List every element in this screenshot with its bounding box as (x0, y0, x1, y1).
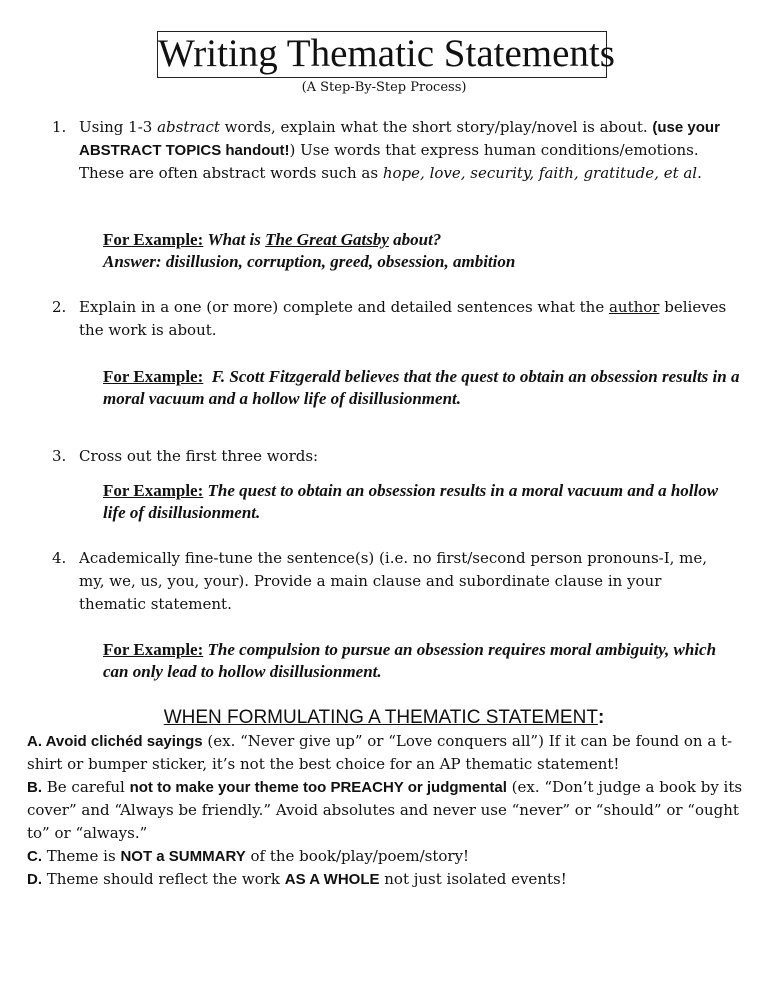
step-number: 2. (52, 298, 67, 316)
example-3 (103, 480, 743, 524)
example-label: For Example: (103, 640, 204, 659)
example-2 (103, 366, 743, 410)
step-text (79, 116, 732, 185)
guideline-c (27, 845, 747, 868)
step-text: Cross out the first three words: (79, 447, 319, 465)
heading-colon: : (597, 707, 605, 728)
guideline-text: of the book/play/poem/story! (245, 847, 470, 865)
example-text: The quest to obtain an obsession results in a moral vacuum and a hollow life of disillusionment. (103, 481, 719, 522)
guideline-text: (ex. “Don’t judge a book by its cover” and “Always be friendly.” Avoid absolutes and never use “never” or “should” or “ought to” or “always.” (27, 778, 743, 842)
step-text (79, 296, 732, 342)
guideline-label: A. Avoid clichéd sayings (27, 733, 203, 750)
step-text-run: Explain in a one (or more) complete and detailed sentences what the (79, 298, 609, 316)
step-text-run: Using 1-3 (79, 118, 158, 136)
example-text: F. Scott Fitzgerald believes that the quest to obtain an obsession results in a moral vacuum and a hollow life of disillusionment. (103, 367, 740, 408)
step-1 (52, 116, 732, 185)
step-number: 4. (52, 549, 67, 567)
example-label: For Example: (103, 230, 204, 249)
step-text: Academically fine-tune the sentence(s) (i.e. no first/second person pronouns-I, me, my, we, us, you, your). Provide a main clause and subordinate clause in your thematic statement. (79, 549, 708, 613)
step-text-run: believes the work is about. (79, 298, 727, 339)
page-subtitle: (A Step-By-Step Process) (301, 80, 467, 95)
guideline-emphasis: not to make your theme too PREACHY or judgmental (129, 779, 507, 796)
section-heading-text: WHEN FORMULATING A THEMATIC STATEMENT (163, 707, 598, 728)
guideline-label: D. (27, 871, 42, 888)
example-text: What is (207, 230, 266, 249)
guideline-a (27, 730, 747, 776)
guideline-emphasis: NOT a SUMMARY (120, 848, 246, 865)
guideline-text: not just isolated events! (379, 870, 567, 888)
example-4 (103, 639, 743, 683)
step-text-run: . (697, 164, 702, 182)
step-3 (52, 445, 732, 468)
step-2 (52, 296, 732, 342)
step-text-run: words, explain what the short story/play/novel is about. (219, 118, 653, 136)
step-number: 1. (52, 118, 67, 136)
abstract-words-emphasis: hope, love, security, faith, gratitude, et al (382, 164, 698, 182)
book-title: The Great Gatsby (265, 230, 389, 249)
guideline-d (27, 868, 747, 891)
page-title: Writing Thematic Statements (157, 31, 607, 78)
guideline-emphasis: AS A WHOLE (284, 871, 380, 888)
example-text: about? (388, 230, 442, 249)
example-answer: Answer: disillusion, corruption, greed, obsession, ambition (103, 252, 516, 271)
guideline-text: Theme is (42, 847, 121, 865)
step-4 (52, 547, 732, 616)
step-text-run: ) Use words that express human conditions/emotions. These are often abstract words such as (79, 141, 699, 182)
step-number: 3. (52, 447, 67, 465)
guideline-text: Theme should reflect the work (42, 870, 285, 888)
guideline-text: (ex. “Never give up” or “Love conquers all”) If it can be found on a t-shirt or bumper sticker, it’s not the best choice for an AP thematic statement! (27, 732, 733, 773)
example-label: For Example: (103, 367, 204, 386)
example-label: For Example: (103, 481, 204, 500)
guideline-text: Be careful (42, 778, 130, 796)
guidelines-list (27, 730, 747, 891)
guideline-label: C. (27, 848, 42, 865)
example-text: The compulsion to pursue an obsession requires moral ambiguity, which can only lead to hollow disillusionment. (103, 640, 717, 681)
abstract-emphasis: abstract (157, 118, 220, 136)
section-heading (0, 706, 768, 730)
handout-emphasis: (use your ABSTRACT TOPICS handout! (79, 119, 720, 159)
example-1 (103, 229, 743, 273)
author-emphasis: author (608, 298, 660, 316)
guideline-label: B. (27, 779, 42, 796)
guideline-b (27, 776, 747, 845)
